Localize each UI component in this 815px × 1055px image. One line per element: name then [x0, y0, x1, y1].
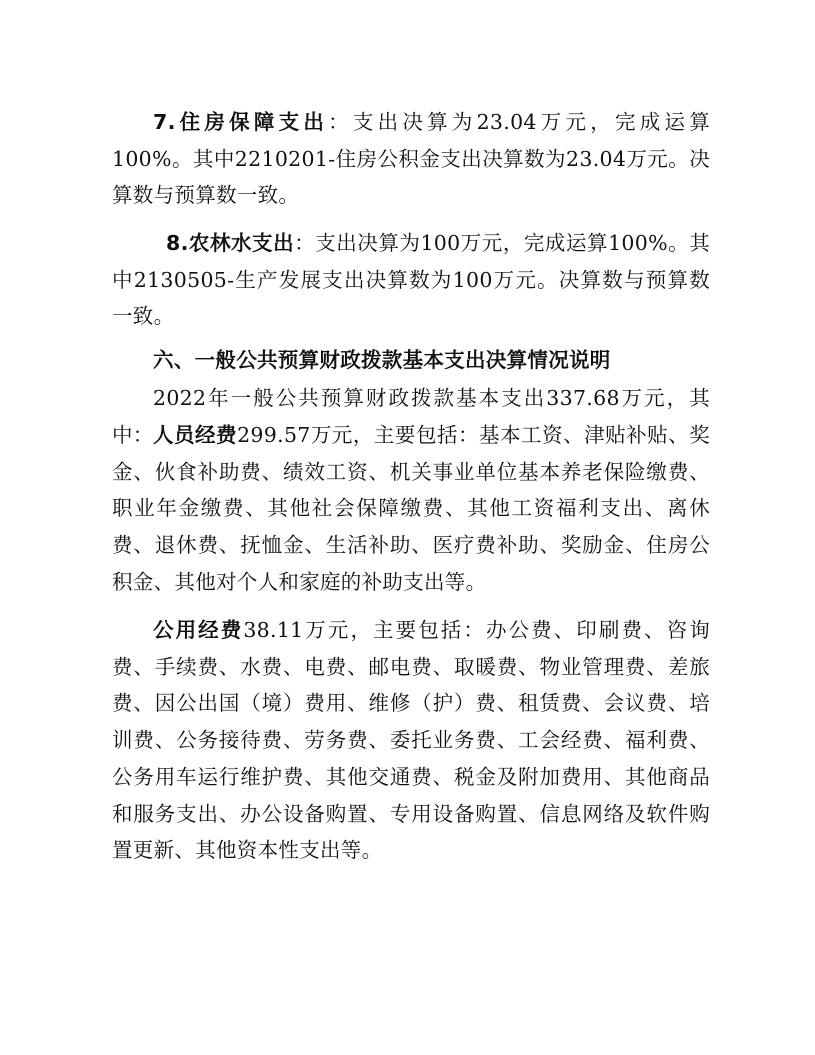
- paragraph-text-public: 38.11万元，主要包括：办公费、印刷费、咨询费、手续费、水费、电费、邮电费、取暖费、物业管理费、差旅费、因公出国（境）费用、维修（护）费、租赁费、会议费、培训费、公务接待费、劳务费、委托业务费、工会经费、福利费、公务用车运行维护费、其他交通费、税金及附加费用、其他商品和服务支出、办公设备购置、专用设备购置、信息网络及软件购置更新、其他资本性支出等。: [112, 618, 710, 863]
- paragraph-housing-expenditure: [112, 104, 710, 214]
- paragraph-lead-personnel: 人员经费: [153, 423, 238, 447]
- paragraph-text-agriculture: ：支出决算为100万元，完成运算100%。其中2130505-生产发展支出决算数为100万元。决算数与预算数一致。: [112, 231, 710, 329]
- paragraph-text-personnel: 299.57万元，主要包括：基本工资、津贴补贴、奖金、伙食补助费、绩效工资、机关事业单位基本养老保险缴费、职业年金缴费、其他社会保障缴费、其他工资福利支出、离休费、退休费、抚恤金、生活补助、医疗费补助、奖励金、住房公积金、其他对个人和家庭的补助支出等。: [112, 423, 711, 594]
- section-heading: 六、一般公共预算财政拨款基本支出决算情况说明: [153, 348, 611, 372]
- paragraph-lead-public: 公用经费: [153, 618, 244, 642]
- paragraph-basic-expenditure-total: 2022年一般公共预算财政拨款基本支出337.68万元，其中：: [112, 386, 710, 447]
- paragraph-text-housing: ：支出决算为23.04万元，完成运算100%。其中2210201-住房公积金支出决算数为23.04万元。决算数与预算数一致。: [112, 110, 710, 208]
- paragraph-public-expenses: [112, 612, 710, 869]
- paragraph-lead-housing: 7.住房保障支出: [153, 110, 329, 134]
- paragraph-personnel-expenses: [112, 417, 710, 601]
- paragraph-lead-agriculture: 8.农林水支出: [166, 231, 295, 255]
- paragraph-agriculture-expenditure: [112, 225, 710, 335]
